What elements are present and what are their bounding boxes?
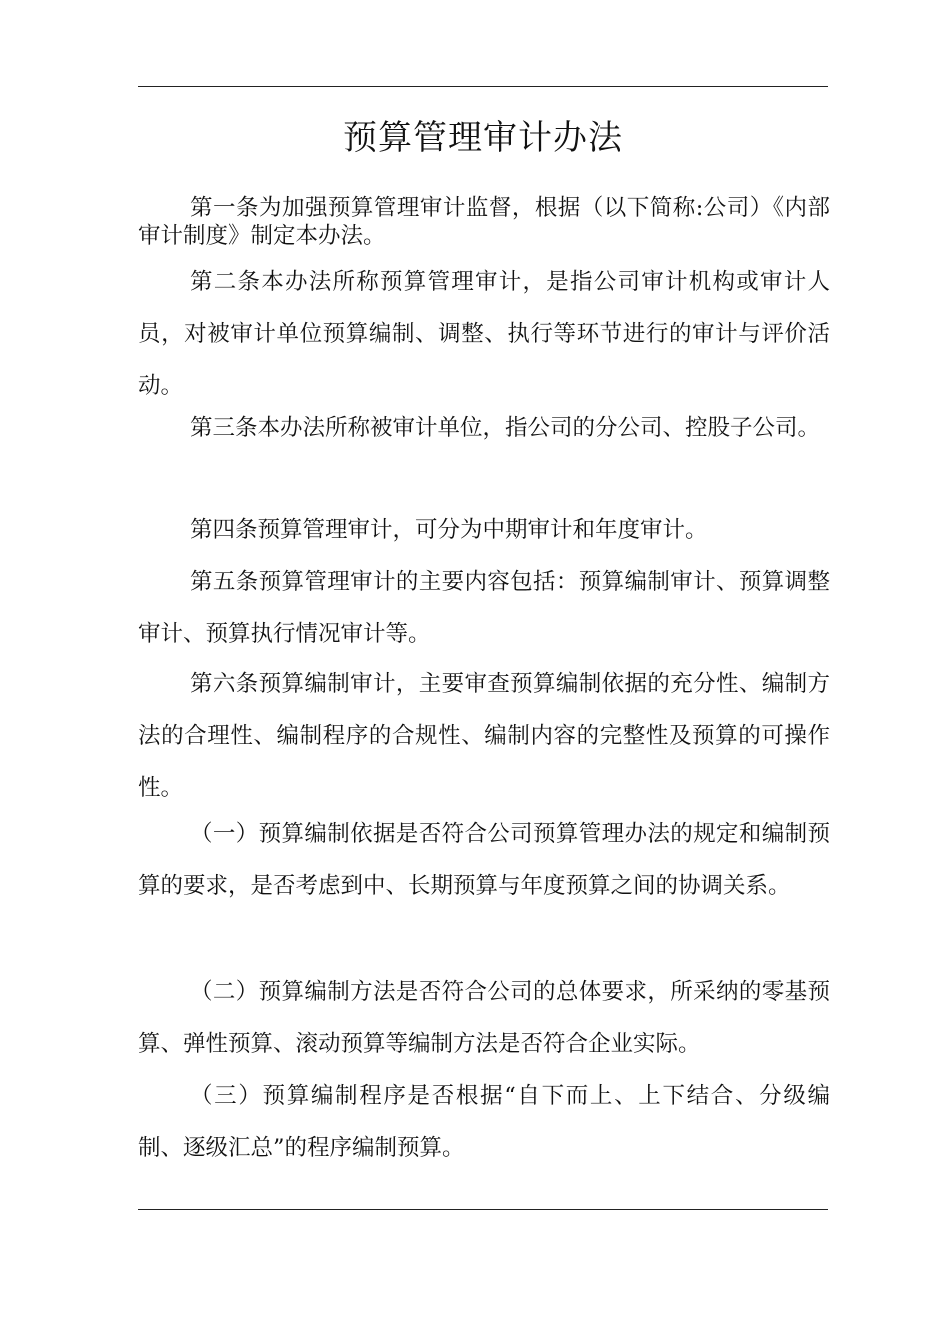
paragraph-item-2: （二）预算编制方法是否符合公司的总体要求，所采纳的零基预算、弹性预算、滚动预算等编制方法是否符合企业实际。 [138,979,830,1057]
paragraph-article-4: 第四条预算管理审计，可分为中期审计和年度审计。 [190,517,708,543]
paragraph-article-6: 第六条预算编制审计，主要审查预算编制依据的充分性、编制方法的合理性、编制程序的合规性、编制内容的完整性及预算的可操作性。 [138,671,830,801]
paragraph-item-1: （一）预算编制依据是否符合公司预算管理办法的规定和编制预算的要求，是否考虑到中、长期预算与年度预算之间的协调关系。 [138,821,830,899]
footer-rule [138,1209,828,1210]
paragraph-item-3: （三）预算编制程序是否根据“自下而上、上下结合、分级编制、逐级汇总”的程序编制预算。 [138,1083,830,1161]
header-rule [138,86,828,87]
document-title: 预算管理审计办法 [343,118,623,158]
paragraph-article-3: 第三条本办法所称被审计单位，指公司的分公司、控股子公司。 [190,415,821,441]
paragraph-article-2: 第二条本办法所称预算管理审计，是指公司审计机构或审计人员，对被审计单位预算编制、调整、执行等环节进行的审计与评价活动。 [138,269,830,399]
paragraph-article-5: 第五条预算管理审计的主要内容包括：预算编制审计、预算调整审计、预算执行情况审计等。 [138,569,830,647]
paragraph-article-1: 第一条为加强预算管理审计监督，根据（以下简称:公司）《内部审计制度》制定本办法。 [138,195,830,249]
